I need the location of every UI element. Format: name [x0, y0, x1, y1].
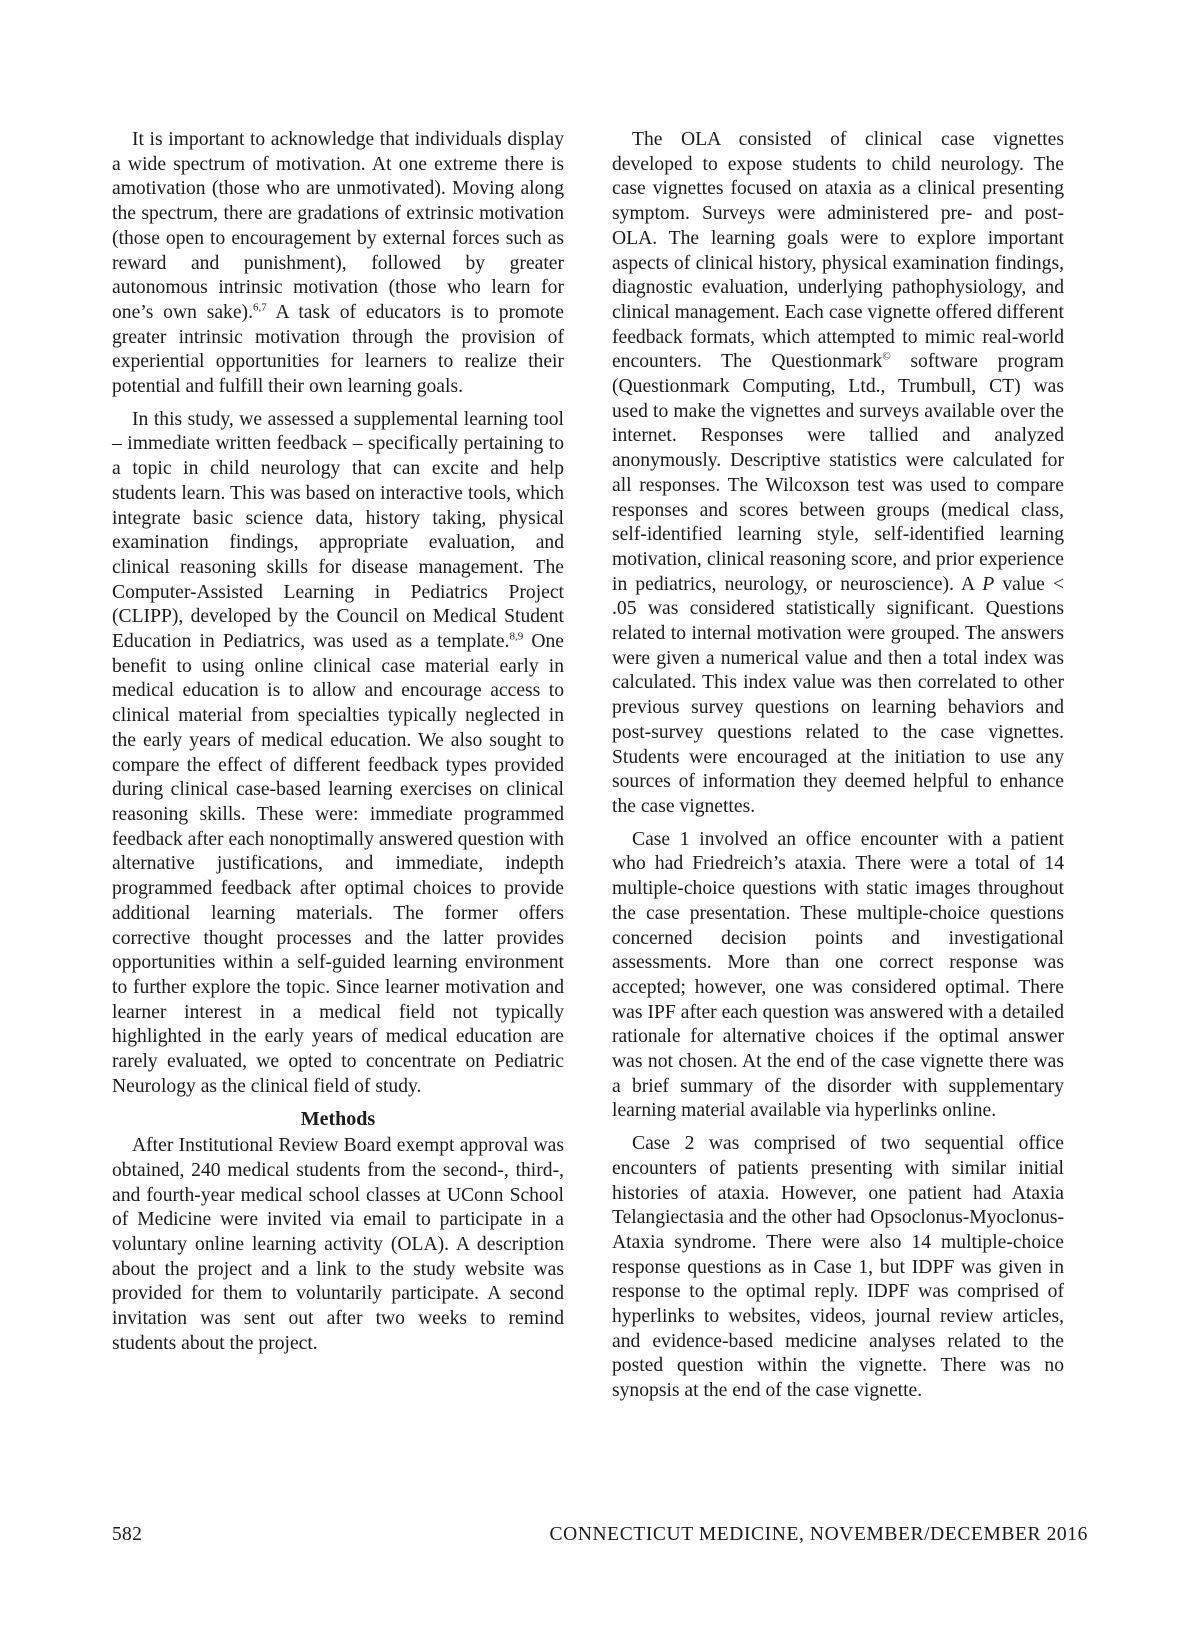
- journal-footer: CONNECTICUT MEDICINE, NOVEMBER/DECEMBER 2016: [549, 1524, 1088, 1545]
- intro-paragraph-motivation: It is important to acknowledge that individuals display a wide spectrum of motivation. At one extreme there is amotivation (those who are unmotivated). Moving along the spectrum, there are gradations of extrinsic motivation (those open to encouragement by external forces such as reward and punishment), followed by greater autonomous intrinsic motivation (those who learn for one’s own sake).$^{6,7}$ A task of educators is to promote greater intrinsic motivation through the provision of experiential opportunities for learners to realize their potential and fulfill their own learning goals.: [112, 129, 565, 398]
- methods-paragraph-case2: Case 2 was comprised of two sequential office encounters of patients presenting with similar initial histories of ataxia. However, one patient had Ataxia Telangiectasia and the other had Opsoclonus-Myoclonus-Ataxia syndrome. There were also 14 multiple-choice response questions as in Case 1, but IDPF was given in response to the optimal reply. IDPF was comprised of hyperlinks to websites, videos, journal review articles, and evidence-based medicine analyses related to the posted question within the vignette. There was no synopsis at the end of the case vignette.: [612, 1133, 1064, 1402]
- copyright-mark: ©: [882, 350, 891, 363]
- methods-paragraph-case1: Case 1 involved an office encounter with a patient who had Friedreich’s ataxia. There were a total of 14 multiple-choice questions with static images throughout the case presentation. These multiple-choice questions concerned decision points and investigational assessments. More than one correct response was accepted; however, one was considered optimal. There was IPF after each question was answered with a detailed rationale for alternative choices if the optimal answer was not chosen. At the end of the case vignette there was a brief summary of the disorder with supplementary learning material available via hyperlinks online.: [612, 828, 1064, 1122]
- citation-superscript: 8,9: [509, 630, 524, 643]
- p-value-italic: P: [982, 573, 995, 595]
- page-number: 582: [112, 1524, 143, 1545]
- left-column: [112, 128, 564, 1364]
- intro-paragraph-study: In this study, we assessed a supplemental learning tool – immediate written feedback – specifically pertaining to a topic in child neurology that can excite and help students learn. This was based on interactive tools, which integrate basic science data, history taking, physical examination findings, appropriate evaluation, and clinical reasoning skills for disease management. The Computer-Assisted Learning in Pediatrics Project (CLIPP), developed by the Council on Medical Student Education in Pediatrics, was used as a template.$^{8,9}$ One benefit to using online clinical case material early in medical education is to allow and encourage access to clinical material from specialties typically neglected in the early years of medical education. We also sought to compare the effect of different feedback types provided during clinical case-based learning exercises on clinical reasoning skills. These were: immediate programmed feedback after each nonoptimally answered question with alternative justifications, and immediate, indepth programmed feedback after optimal choices to provide additional learning materials. The former offers corrective thought processes and the latter provides opportunities within a self-guided learning environment to further explore the topic. Since learner motivation and learner interest in a medical field not typically highlighted in the early years of medical education are rarely evaluated, we opted to concentrate on Pediatric Neurology as the clinical field of study.: [112, 408, 564, 1097]
- methods-paragraph-recruitment: After Institutional Review Board exempt approval was obtained, 240 medical students from the second-, third-, and fourth-year medical school classes at UConn School of Medicine were invited via email to participate in a voluntary online learning activity (OLA). A description about the project and a link to the study website was provided for them to voluntarily participate. A second invitation was sent out after two weeks to remind students about the project.: [112, 1135, 564, 1354]
- methods-heading: Methods: [300, 1108, 376, 1131]
- methods-paragraph-ola: The OLA consisted of clinical case vignettes developed to expose students to child neurology. The case vignettes focused on ataxia as a clinical presenting symptom. Surveys were administered pre- and post-OLA. The learning goals were to explore important aspects of clinical history, physical examination findings, diagnostic evaluation, underlying pathophysiology, and clinical management. Each case vignette offered different feedback formats, which attempted to mimic real-world encounters. The Questionmark© software program (Questionmark Computing, Ltd., Trumbull, CT) was used to make the vignettes and surveys available over the internet. Responses were tallied and analyzed anonymously. Descriptive statistics were calculated for all responses. The Wilcoxson test was used to compare responses and scores between groups (medical class, self-identified learning style, self-identified learning motivation, clinical reasoning score, and prior experience in pediatrics, neurology, or neuroscience). A P value < .05 was considered statistically significant. Questions related to internal motivation were grouped. The answers were given a numerical value and then a total index was calculated. This index value was then correlated to other previous survey questions on learning behaviors and post-survey questions related to the case vignettes. Students were encouraged at the initiation to use any sources of information they deemed helpful to enhance the case vignettes.: [612, 129, 1065, 817]
- right-column: [612, 128, 1064, 1412]
- citation-superscript: 6,7: [252, 301, 267, 314]
